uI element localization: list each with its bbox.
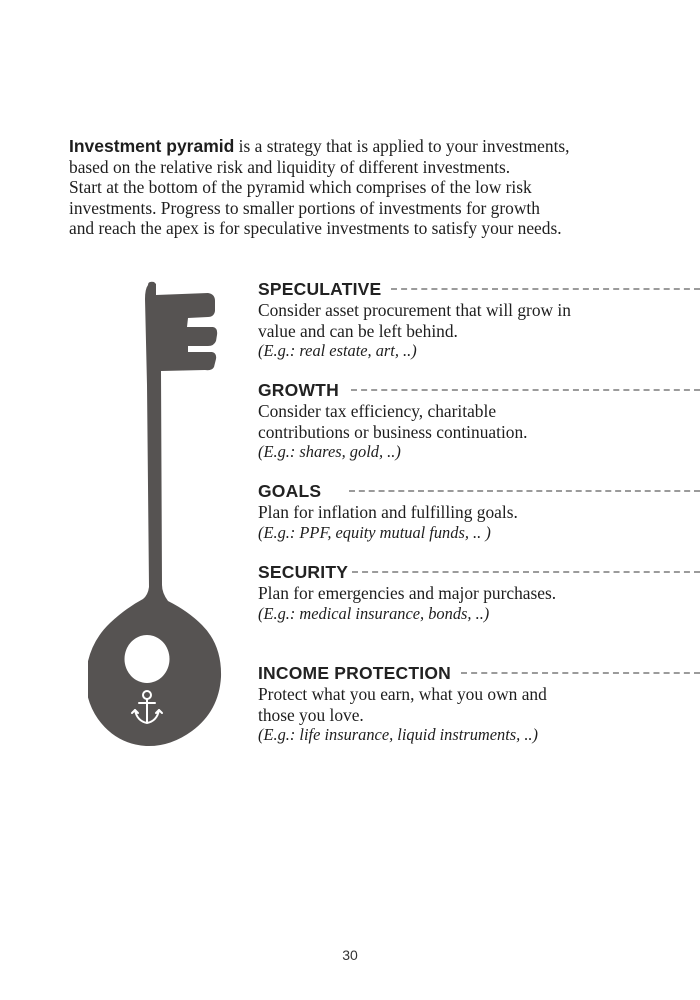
intro-line-5: and reach the apex is for speculative investments to satisfy your needs.	[69, 218, 562, 238]
tier-example: (E.g.: life insurance, liquid instruments, ..)	[258, 725, 538, 744]
tier-divider	[351, 389, 700, 391]
tier-divider	[461, 672, 700, 674]
intro-line-1: is a strategy that is applied to your investments,	[234, 136, 570, 156]
tier-goals	[258, 480, 700, 543]
tier-divider	[391, 288, 700, 290]
tier-divider	[349, 490, 700, 492]
tier-description-line: contributions or business continuation.	[258, 421, 528, 442]
tier-description-line: Plan for emergencies and major purchases.	[258, 583, 557, 603]
tier-description	[258, 502, 700, 523]
tier-description-line: Protect what you earn, what you own and	[258, 684, 547, 704]
tier-description	[258, 583, 700, 604]
tier-income-protection	[258, 662, 700, 746]
tier-description-line: value and can be left behind.	[258, 320, 458, 341]
tier-description	[258, 300, 700, 341]
intro-line-4: investments. Progress to smaller portions of investments for growth	[69, 197, 540, 218]
tier-example: (E.g.: real estate, art, ..)	[258, 341, 417, 360]
tier-title: GOALS	[258, 480, 322, 501]
intro-lead: Investment pyramid	[69, 136, 235, 156]
tier-header	[258, 379, 700, 401]
tier-growth	[258, 379, 700, 463]
tier-description-line: Plan for inflation and fulfilling goals.	[258, 502, 518, 522]
tier-description	[258, 684, 700, 725]
tier-description-line: those you love.	[258, 704, 364, 725]
tier-title: GROWTH	[258, 379, 339, 400]
intro-line-2: based on the relative risk and liquidity of different investments.	[69, 156, 511, 177]
tier-header	[258, 278, 700, 300]
tier-description	[258, 401, 700, 442]
tier-speculative	[258, 278, 700, 362]
tier-description-line: Consider tax efficiency, charitable	[258, 401, 497, 421]
tier-description-line: Consider asset procurement that will grow in	[258, 300, 571, 320]
key-hole	[125, 635, 170, 683]
intro-line-3: Start at the bottom of the pyramid which comprises of the low risk	[69, 177, 532, 197]
page-number: 30	[342, 947, 358, 963]
tier-header	[258, 480, 700, 502]
key-icon	[88, 275, 238, 755]
tier-example: (E.g.: medical insurance, bonds, ..)	[258, 603, 490, 623]
tier-header	[258, 561, 700, 583]
tier-security	[258, 561, 700, 624]
tier-example: (E.g.: shares, gold, ..)	[258, 442, 401, 461]
tier-example: (E.g.: PPF, equity mutual funds, .. )	[258, 522, 491, 542]
intro-paragraph	[69, 136, 629, 239]
tier-title: SECURITY	[258, 561, 349, 582]
tier-header	[258, 662, 700, 684]
tier-title: INCOME PROTECTION	[258, 662, 451, 683]
tier-title: SPECULATIVE	[258, 278, 382, 299]
tier-divider	[352, 571, 700, 573]
